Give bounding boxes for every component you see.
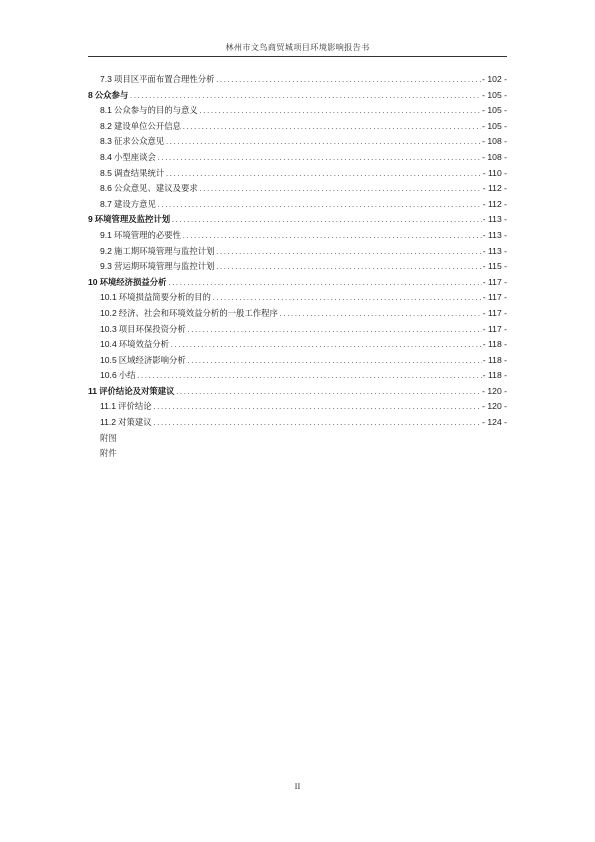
toc-entry-title: 公众意见、建议及要求: [113, 183, 198, 194]
toc-entry-title: 小型座谈会: [113, 151, 156, 162]
toc-dot-leader: [215, 77, 481, 84]
toc-entry-page: - 117 -: [482, 307, 507, 318]
toc-dot-leader: [187, 327, 482, 334]
toc-entry-number: 8.2: [100, 120, 112, 131]
toc-entry-number: 9: [88, 214, 93, 225]
toc-entry-page: - 118 -: [482, 370, 507, 381]
toc-entry-title: 调查结果统计: [113, 167, 165, 178]
toc-dot-leader: [165, 171, 482, 178]
toc-entry-page: - 102 -: [482, 74, 507, 84]
header-rule: [88, 56, 507, 57]
toc-entry-number: 8.3: [100, 136, 112, 147]
toc-entry-page: - 105 -: [482, 89, 507, 100]
toc-entry-title: 环境效益分析: [118, 339, 169, 350]
toc-entry-number: 8: [88, 89, 93, 100]
toc-entry-number: 11.2: [100, 417, 117, 428]
toc-entry-title: 环境管理的必要性: [113, 229, 181, 240]
toc-section-entry[interactable]: [88, 369, 507, 385]
toc-section-entry[interactable]: [88, 229, 507, 245]
toc-entry-title: 公众参与的目的与意义: [113, 105, 198, 116]
toc-dot-leader: [182, 124, 481, 131]
toc-section-entry[interactable]: [88, 416, 507, 432]
toc-entry-title: 营运期环境管理与监控计划: [113, 261, 215, 272]
toc-section-entry[interactable]: [88, 182, 507, 198]
toc-entry-number: 10.3: [100, 323, 117, 334]
toc-entry-page: - 120 -: [482, 385, 507, 396]
toc-entry-title: 小结: [118, 370, 136, 381]
toc-entry-page: - 108 -: [482, 151, 507, 162]
toc-dot-leader: [129, 93, 481, 100]
toc-dot-leader: [157, 155, 481, 162]
toc-entry-title: 公众参与: [94, 89, 129, 100]
toc-entry-page: - 105 -: [482, 120, 507, 131]
toc-appendix-title: 附图: [100, 432, 117, 443]
toc-dot-leader: [157, 202, 482, 209]
toc-section-entry[interactable]: [88, 198, 507, 214]
page-number: II: [294, 781, 301, 791]
toc-entry-title: 环境管理及监控计划: [94, 214, 171, 225]
toc-section-entry[interactable]: [88, 400, 507, 416]
toc-appendix-entry[interactable]: [88, 447, 507, 463]
toc-dot-leader: [199, 186, 482, 193]
toc-section-entry[interactable]: [88, 167, 507, 183]
toc-entry-number: 10: [88, 276, 98, 287]
toc-entry-page: - 117 -: [482, 292, 507, 303]
toc-dot-leader: [187, 358, 482, 365]
toc-entry-page: - 113 -: [482, 214, 507, 225]
toc-entry-title: 区域经济影响分析: [118, 354, 186, 365]
toc-entry-number: 9.2: [100, 245, 112, 256]
toc-entry-title: 环境经济损益分析: [99, 276, 167, 287]
toc-section-entry[interactable]: [88, 135, 507, 151]
toc-entry-number: 9.3: [100, 261, 112, 272]
toc-entry-number: 7.3: [100, 74, 112, 84]
toc-entry-number: 8.5: [100, 167, 112, 178]
running-header: 林州市文鸟商贸城项目环境影响报告书: [225, 42, 370, 52]
toc-entry-title: 评价结论: [118, 401, 152, 412]
toc-entry-page: - 110 -: [482, 167, 507, 178]
toc-entry-page: - 115 -: [482, 261, 507, 272]
toc-dot-leader: [170, 342, 482, 349]
toc-dot-leader: [279, 311, 482, 318]
toc-dot-leader: [136, 373, 481, 380]
toc-entry-page: - 124 -: [482, 417, 507, 428]
toc-entry-title: 征求公众意见: [113, 136, 165, 147]
toc-entry-number: 11.1: [100, 401, 117, 412]
toc-section-entry[interactable]: [88, 104, 507, 120]
toc-entry-number: 10.5: [100, 354, 117, 365]
toc-section-entry[interactable]: [88, 260, 507, 276]
toc-entry-page: - 105 -: [482, 105, 507, 116]
toc-dot-leader: [215, 264, 481, 271]
toc-entry-page: - 117 -: [482, 323, 507, 334]
toc-entry-title: 项目区平面布置合理性分析: [113, 74, 215, 84]
toc-entry-number: 10.2: [100, 307, 117, 318]
toc-entry-title: 评价结论及对策建议: [99, 385, 175, 396]
toc-dot-leader: [212, 295, 482, 302]
toc-entry-number: 10.1: [100, 292, 117, 303]
toc-entry-title: 施工期环境管理与监控计划: [113, 245, 215, 256]
toc-entry-number: 11: [88, 385, 98, 396]
toc-section-entry[interactable]: [88, 151, 507, 167]
table-of-contents: [88, 73, 507, 463]
toc-section-entry[interactable]: [88, 73, 507, 89]
toc-entry-page: - 113 -: [482, 229, 507, 240]
toc-entry-page: - 117 -: [482, 276, 507, 287]
toc-entry-page: - 118 -: [482, 339, 507, 350]
toc-chapter-entry[interactable]: [88, 89, 507, 105]
toc-entry-number: 10.4: [100, 339, 117, 350]
toc-chapter-entry[interactable]: [88, 276, 507, 292]
toc-entry-number: 8.7: [100, 198, 112, 209]
toc-entry-title: 项目环保投资分析: [118, 323, 186, 334]
toc-dot-leader: [182, 233, 482, 240]
toc-dot-leader: [168, 280, 482, 287]
toc-entry-title: 经济、社会和环境效益分析的一般工作程序: [118, 307, 278, 318]
toc-appendix-entry[interactable]: [88, 432, 507, 448]
toc-entry-page: - 120 -: [482, 401, 507, 412]
toc-section-entry[interactable]: [88, 245, 507, 261]
toc-chapter-entry[interactable]: [88, 213, 507, 229]
toc-entry-page: - 108 -: [482, 136, 507, 147]
toc-dot-leader: [199, 108, 481, 115]
toc-dot-leader: [171, 217, 482, 224]
toc-section-entry[interactable]: [88, 307, 507, 323]
toc-section-entry[interactable]: [88, 354, 507, 370]
toc-entry-number: 8.4: [100, 151, 112, 162]
toc-entry-title: 对策建议: [118, 417, 152, 428]
toc-entry-page: - 112 -: [482, 198, 507, 209]
toc-entry-page: - 118 -: [482, 354, 507, 365]
toc-section-entry[interactable]: [88, 120, 507, 136]
toc-section-entry[interactable]: [88, 338, 507, 354]
toc-section-entry[interactable]: [88, 323, 507, 339]
toc-dot-leader: [215, 249, 481, 256]
toc-dot-leader: [175, 389, 481, 396]
toc-dot-leader: [165, 139, 481, 146]
toc-dot-leader: [153, 404, 482, 411]
toc-entry-title: 建设单位公开信息: [113, 120, 181, 131]
toc-entry-number: 9.1: [100, 229, 112, 240]
toc-entry-page: - 112 -: [482, 183, 507, 194]
toc-entry-number: 8.1: [100, 105, 112, 116]
toc-entry-title: 建设方意见: [113, 198, 156, 209]
toc-entry-number: 8.6: [100, 183, 112, 194]
toc-appendix-title: 附件: [100, 448, 117, 459]
toc-entry-page: - 113 -: [482, 245, 507, 256]
toc-dot-leader: [153, 420, 482, 427]
toc-entry-title: 环境损益简要分析的目的: [118, 292, 211, 303]
toc-chapter-entry[interactable]: [88, 385, 507, 401]
toc-section-entry[interactable]: [88, 291, 507, 307]
toc-entry-number: 10.6: [100, 370, 117, 381]
